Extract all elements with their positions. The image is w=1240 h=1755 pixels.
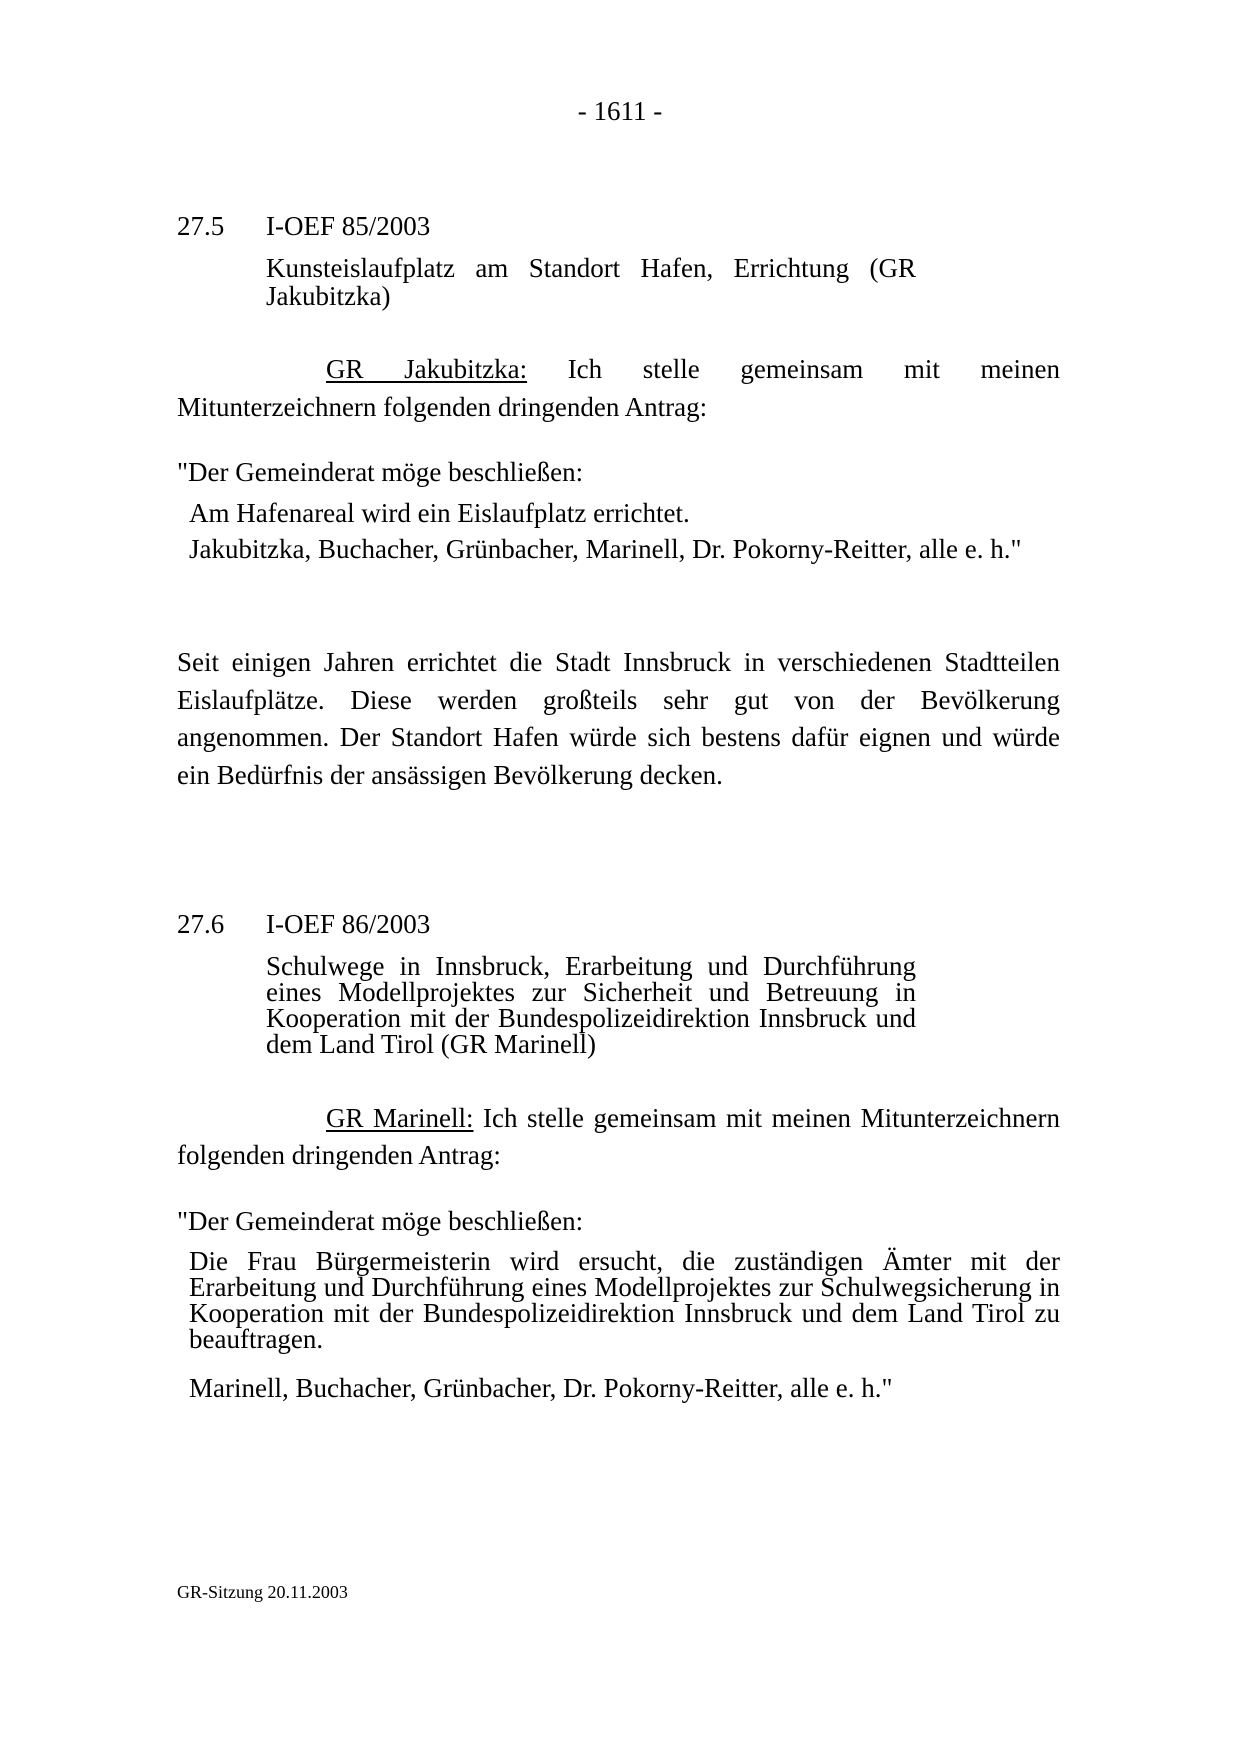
item-code: I-OEF 85/2003 bbox=[266, 211, 431, 241]
resolution-text: Die Frau Bürgermeisterin wird ersucht, die zuständigen Ämter mit der Erarbeitung und Durchführung eines Modellprojektes zur Schulwegsicherung in Kooperation mit der Bundespolizeidirektion Innsbruck und dem Land Tirol zu beauftragen. bbox=[189, 1246, 1060, 1354]
item-title: Kunsteislaufplatz am Standort Hafen, Errichtung (GR Jakubitzka) bbox=[266, 253, 916, 311]
item-number: 27.5 bbox=[177, 211, 225, 241]
justification: Seit einigen Jahren errichtet die Stadt Innsbruck in verschiedenen Stadtteilen Eislaufplätze. Diese werden großteils sehr gut von der Bevölkerung angenommen. Der Standort Hafen würde sich bestens dafür eignen und würde ein Bedürfnis der ansässigen Bevölkerung decken. bbox=[177, 647, 1060, 790]
item-title: Schulwege in Innsbruck, Erarbeitung und Durchführung eines Modellprojektes zur Sicherheit und Betreuung in Kooperation mit der Bundespolizeidirektion Innsbruck und dem Land Tirol (GR Marinell) bbox=[266, 951, 916, 1059]
signatories: Jakubitzka, Buchacher, Grünbacher, Marinell, Dr. Pokorny-Reitter, alle e. h." bbox=[189, 534, 1022, 564]
speaker-name: GR Marinell: bbox=[326, 1103, 474, 1133]
motion-intro bbox=[177, 350, 1060, 426]
resolution-heading: "Der Gemeinderat möge beschließen: bbox=[177, 1206, 584, 1236]
footer: GR-Sitzung 20.11.2003 bbox=[177, 1582, 348, 1602]
intro-text: Ich stelle gemeinsam mit meinen Mitunterzeichnern folgenden dringenden Antrag: bbox=[177, 1103, 1061, 1170]
motion-intro bbox=[177, 1100, 1060, 1174]
signatories: Marinell, Buchacher, Grünbacher, Dr. Pokorny-Reitter, alle e. h." bbox=[189, 1373, 893, 1403]
speaker-name: GR Jakubitzka: bbox=[326, 354, 528, 384]
page-number: - 1611 - bbox=[577, 96, 663, 126]
item-number: 27.6 bbox=[177, 909, 225, 939]
item-code: I-OEF 86/2003 bbox=[266, 909, 431, 939]
resolution-heading: "Der Gemeinderat möge beschließen: bbox=[177, 457, 584, 487]
intro-text: Ich stelle gemeinsam mit meinen Mitunterzeichnern folgenden dringenden Antrag: bbox=[177, 354, 1060, 422]
resolution-text: Am Hafenareal wird ein Eislaufplatz errichtet. bbox=[189, 498, 690, 528]
